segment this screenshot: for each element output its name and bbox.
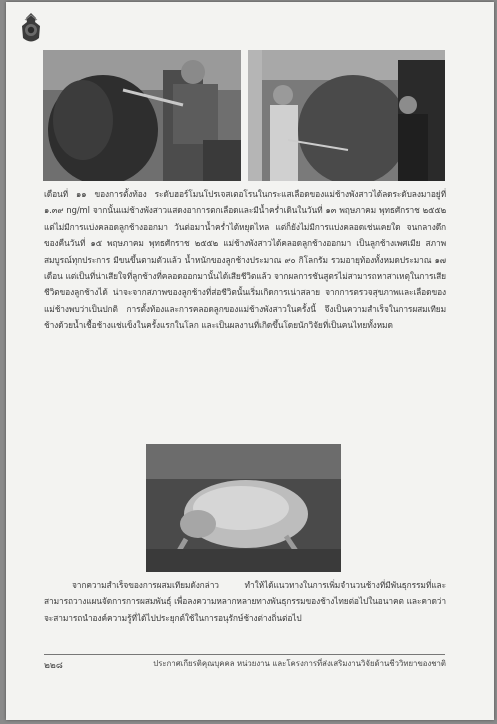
body-paragraph-2: จากความสำเร็จของการผสมเทียมดังกล่าว ทำให้ได้แนวทางในการเพิ่มจำนวนช้างที่มีพันธุกรรมที่และสามารถวางแผนจัดการการผสมพันธุ์ เพื่อลงความหลากหลายทางพันธุกรรมของช้างไทยต่อไปในอนาคต และคาดว่าจะสามารถนำองค์ความรู้ที่ได้ไปประยุกต์ใช้ในการอนุรักษ์ช้างต่างถิ่นต่อไป bbox=[44, 580, 446, 623]
newborn-elephant-calf-photo bbox=[146, 444, 341, 572]
caretakers-beside-elephant-photo bbox=[248, 50, 445, 181]
footer-divider bbox=[44, 654, 445, 655]
document-page bbox=[6, 2, 494, 720]
publication-title: ประกาศเกียรติคุณบุคคล หน่วยงาน และโครงการที่ส่งเสริมงานวิจัยด้านชีววิทยาของชาติ bbox=[153, 659, 446, 668]
royal-emblem-icon bbox=[16, 12, 46, 46]
body-paragraph-1: เดือนที่ ๑๑ ของการตั้งท้อง ระดับฮอร์โมนโปรเจสเตอโรนในกระแสเลือดของแม่ช้างพังสาวได้ลดระดับลงมาอยู่ที่ ๑.๓๙ ng/ml จากนั้นแม่ช้างพังสาวแสดงอาการตกเลือดและมีน้ำคร่ำเดินในวันที่ ๑๓ พฤษภาคม พุทธศักราช ๒๕๕๒ แต่ไม่มีการแบ่งคลอดลูกช้างออกมา วันต่อมาน้ำคร่ำได้หยุดไหล แต่ก็ยังไม่มีการแบ่งคลอดเช่นเคยใด จนกลางดึกของคืนวันที่ ๑๕ พฤษภาคม พุทธศักราช ๒๕๕๒ แม่ช้างพังสาวได้คลอดลูกช้างออกมา เป็นลูกช้างเพศเมีย สภาพสมบูรณ์ทุกประการ มีขนขึ้นตามตัวแล้ว น้ำหนักของลูกช้างประมาณ ๙๐ กิโลกรัม รวมอายุท้องทั้งหมดประมาณ ๑๗ เดือน แต่เป็นที่น่าเสียใจที่ลูกช้างที่คลอดออกมานั้นได้เสียชีวิตแล้ว จากผลการชันสูตรไม่สามารถหาสาเหตุในการเสียชีวิตของลูกช้างได้ น่าจะจากสภาพของลูกช้างที่ส่อชีวิตนั้นเริ่มเกิดการเน่าสลาย จากการตรวจสุขภาพและเลือดของแม่ช้างพบว่าเป็นปกติ การตั้งท้องและการคลอดลูกของแม่ช้างพังสาวในครั้งนี้ จึงเป็นความสำเร็จในการผสมเทียมช้างด้วยน้ำเชื้อช้างแช่แข็งในครั้งแรกในโลก และเป็นผลงานที่เกิดขึ้นโดยนักวิจัยที่เป็นคนไทยทั้งหมด bbox=[44, 189, 446, 331]
page-number: ๒๒๘ bbox=[44, 661, 63, 671]
veterinary-team-with-elephant-photo bbox=[43, 50, 241, 181]
